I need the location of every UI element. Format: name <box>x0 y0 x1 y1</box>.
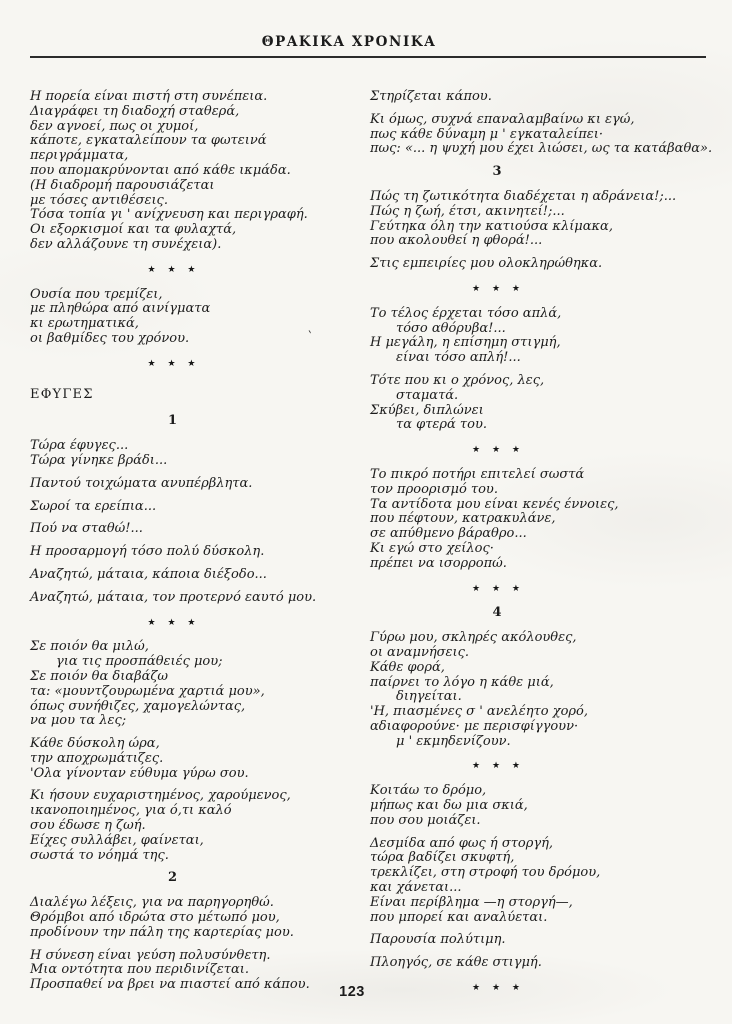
poem-line: πρέπει να ισορροπώ. <box>370 555 507 571</box>
stanza <box>30 896 363 940</box>
stanza <box>370 784 718 828</box>
poem-line: οι αναμνήσεις. <box>370 644 470 660</box>
poem-line: Παντού τοιχώματα ανυπέρβλητα. <box>30 475 253 491</box>
poem-line: πως: «... η ψυχή μου έχει λιώσει, ως τα κατάβαθα». <box>370 141 713 157</box>
poem-line: Τώρα γίνηκε βράδι... <box>30 452 168 468</box>
poem-line: Στις εμπειρίες μου ολοκληρώθηκα. <box>370 256 603 272</box>
poem-line: τόσο αθόρυβα!... <box>370 320 506 336</box>
poem-line: τον προορισμό του. <box>370 481 498 497</box>
stanza <box>30 500 363 515</box>
poem-line: Είχες συλλάβει, φαίνεται, <box>30 832 204 848</box>
poem-section-title: ΕΦΥΓΕΣ <box>30 386 94 402</box>
stanza <box>30 568 363 583</box>
poem-line: Μια οντότητα που περιδινίζεται. <box>30 962 249 978</box>
poem-line: Η πορεία είναι πιστή στη συνέπεια. <box>30 89 268 104</box>
poem-number: 2 <box>167 870 178 886</box>
poem-line: σταματά. <box>370 387 459 403</box>
poem-line: Η προσαρμογή τόσο πολύ δύσκολη. <box>30 544 265 560</box>
poem-line: Κάθε δύσκολη ώρα, <box>30 736 160 752</box>
poem-line: Κι εγώ στο χείλος· <box>370 540 494 556</box>
poem-line: Το τέλος έρχεται τόσο απλά, <box>370 305 562 321</box>
stanza <box>370 190 718 249</box>
poem-line: είναι τόσο απλή!... <box>370 350 521 366</box>
stanza <box>30 545 363 560</box>
stars-separator: ★ ★ ★ <box>147 358 198 369</box>
poem-line: Πλοηγός, σε κάθε στιγμή. <box>370 955 542 971</box>
poem-line: Σωροί τα ερείπια... <box>30 498 157 514</box>
poem-line: οι βαθμίδες του χρόνου. <box>30 330 190 346</box>
poem-line: 'Η, πιασμένες σ ' ανελέητο χορό, <box>370 704 589 720</box>
poem-line: Δεσμίδα από φως ή στοργή, <box>370 835 554 851</box>
stars-separator: ★ ★ ★ <box>147 264 198 275</box>
poem-line: Τώρα έφυγες... <box>30 438 129 454</box>
poem-line: Γεύτηκα όλη την κατιούσα κλίμακα, <box>370 218 613 234</box>
stanza <box>30 640 363 729</box>
poem-line: Διαγράφει τη διαδοχή σταθερά, <box>30 103 240 119</box>
poem-line: που πέφτουν, κατρακυλάνε, <box>370 511 556 527</box>
poem-line: Γύρω μου, σκληρές ακόλουθες, <box>370 630 577 646</box>
poem-line: και χάνεται... <box>370 880 462 896</box>
poem-line: Το πικρό ποτήρι επιτελεί σωστά <box>370 466 585 482</box>
poem-line: Η σύνεση είναι γεύση πολυσύνθετη. <box>30 947 271 963</box>
stanza <box>370 933 718 948</box>
poem-number: 4 <box>492 605 502 621</box>
stanza <box>370 956 718 971</box>
stanza <box>30 737 363 781</box>
poem-line: δεν αλλάζουνε τη συνέχεια). <box>30 236 222 252</box>
poem-line: Ουσία που τρεμίζει, <box>30 286 163 302</box>
page-header-title: ΘΡΑΚΙΚΑ ΧΡΟΝΙΚΑ <box>261 34 437 50</box>
poem-line: Προσπαθεί να βρει να πιαστεί από κάπου. <box>30 977 310 993</box>
poem-line: Αναζητώ, μάταια, κάποια διέξοδο... <box>30 566 267 582</box>
stanza <box>370 307 718 366</box>
poem-line: Τόσα τοπία γι ' ανίχνευση και περιγραφή. <box>30 207 308 223</box>
stanza <box>370 374 718 433</box>
stars-separator: ★ ★ ★ <box>472 283 522 294</box>
poem-column-right <box>370 90 718 1006</box>
stanza <box>30 789 363 863</box>
poem-line: παίρνει το λόγο η κάθε μιά, <box>370 674 554 690</box>
poem-line: κι ερωτηματικά, <box>30 316 139 332</box>
poem-line: (Η διαδρομή παρουσιάζεται <box>30 177 215 193</box>
page-number: 123 <box>339 984 365 1000</box>
poem-line: Είναι περίβλημα —η στοργή—, <box>370 894 573 910</box>
poem-line: δεν αγνοεί, πως οι χυμοί, <box>30 118 199 134</box>
poem-line: Τα αντίδοτα μου είναι κενές έννοιες, <box>370 496 619 512</box>
poem-line: αδιαφορούνε· με περισφίγγουν· <box>370 718 579 734</box>
poem-line: Κι όμως, συχνά επαναλαμβαίνω κι εγώ, <box>370 111 635 127</box>
poem-line: Θρόμβοι από ιδρώτα στο μέτωπό μου, <box>30 910 280 926</box>
poem-line: που μπορεί και αναλύεται. <box>370 909 548 925</box>
poem-line: για τις προσπάθειές μου; <box>30 654 223 670</box>
poem-line: Σε ποιόν θα διαβάζω <box>30 668 169 684</box>
stars-separator: ★ ★ ★ <box>472 983 522 994</box>
poem-line: κάποτε, εγκαταλείπουν τα φωτεινά περιγράμματα, <box>30 133 271 164</box>
poem-line: τα φτερά του. <box>370 417 487 433</box>
scan-artifact-mark: ` <box>304 329 314 346</box>
poem-line: όπως συνήθιζες, χαμογελώντας, <box>30 698 246 714</box>
stanza <box>370 257 718 272</box>
poem-line: τα: «μουντζουρωμένα χαρτιά μου», <box>30 683 265 699</box>
stanza <box>30 288 363 347</box>
poem-line: Πώς τη ζωτικότητα διαδέχεται η αδράνεια!;... <box>370 188 677 204</box>
poem-line: που σου μοιάζει. <box>370 812 481 828</box>
stanza <box>30 90 363 253</box>
poem-line: πως κάθε δύναμη μ ' εγκαταλείπει· <box>370 126 603 142</box>
poem-line: να μου τα λες; <box>30 713 127 729</box>
stars-separator: ★ ★ ★ <box>472 761 522 772</box>
poem-line: σου έδωσε η ζωή. <box>30 818 146 834</box>
poem-line: με πληθώρα από αινίγματα <box>30 301 211 317</box>
poem-line: σε απύθμενο βάραθρο... <box>370 526 527 542</box>
poem-line: Σε ποιόν θα μιλώ, <box>30 639 149 655</box>
stanza <box>370 468 718 572</box>
poem-line: Στηρίζεται κάπου. <box>370 89 492 104</box>
poem-line: Σκύβει, διπλώνει <box>370 402 484 418</box>
poem-line: 'Ολα γίνονταν εύθυμα γύρω σου. <box>30 765 249 781</box>
stanza <box>30 522 363 537</box>
poem-line: μ ' εκμηδενίζουν. <box>370 733 511 749</box>
stanza <box>370 837 718 926</box>
poem-line: Τότε που κι ο χρόνος, λες, <box>370 372 545 388</box>
poem-line: Οι εξορκισμοί και τα φυλαχτά, <box>30 222 237 238</box>
poem-line: Αναζητώ, μάταια, τον προτερνό εαυτό μου. <box>30 589 317 605</box>
poem-line: Πώς η ζωή, έτσι, ακινητεί!;... <box>370 203 565 219</box>
poem-line: Πού να σταθώ!... <box>30 521 143 537</box>
poem-line: Κι ήσουν ευχαριστημένος, χαρούμενος, <box>30 788 291 804</box>
poem-line: διηγείται. <box>370 689 462 705</box>
poem-line: Διαλέγω λέξεις, για να παρηγορηθώ. <box>30 895 274 911</box>
poem-line: ικανοποιημένος, για ό,τι καλό <box>30 803 232 819</box>
poem-line: μήπως και δω μια σκιά, <box>370 798 528 814</box>
poem-line: τώρα βαδίζει σκυφτή, <box>370 850 515 866</box>
poem-line: σωστά το νόημά της. <box>30 847 169 863</box>
stanza <box>30 477 363 492</box>
poem-line: τρεκλίζει, στη στροφή του δρόμου, <box>370 865 601 881</box>
stars-separator: ★ ★ ★ <box>472 445 522 456</box>
poem-column-left <box>30 90 363 1001</box>
poem-line: με τόσες αντιθέσεις. <box>30 192 168 208</box>
poem-number: 1 <box>167 413 178 429</box>
stanza <box>30 439 363 469</box>
stars-separator: ★ ★ ★ <box>147 617 198 628</box>
header-rule <box>30 56 706 58</box>
stanza <box>370 90 718 105</box>
stars-separator: ★ ★ ★ <box>472 583 522 594</box>
poem-line: Κάθε φορά, <box>370 659 445 675</box>
stanza <box>370 113 718 157</box>
stanza <box>370 631 718 749</box>
poem-line: που ακολουθεί η φθορά!... <box>370 233 543 249</box>
poem-line: που απομακρύνονται από κάθε ικμάδα. <box>30 162 291 178</box>
stanza <box>30 591 363 606</box>
poem-line: την αποχρωμάτιζες. <box>30 750 164 766</box>
poem-line: Η μεγάλη, η επίσημη στιγμή, <box>370 335 561 351</box>
poem-line: Κοιτάω το δρόμο, <box>370 783 487 799</box>
poem-line: Παρουσία πολύτιμη. <box>370 932 506 948</box>
poem-number: 3 <box>492 164 502 180</box>
poem-line: προδίνουν την πάλη της καρτερίας μου. <box>30 924 294 940</box>
